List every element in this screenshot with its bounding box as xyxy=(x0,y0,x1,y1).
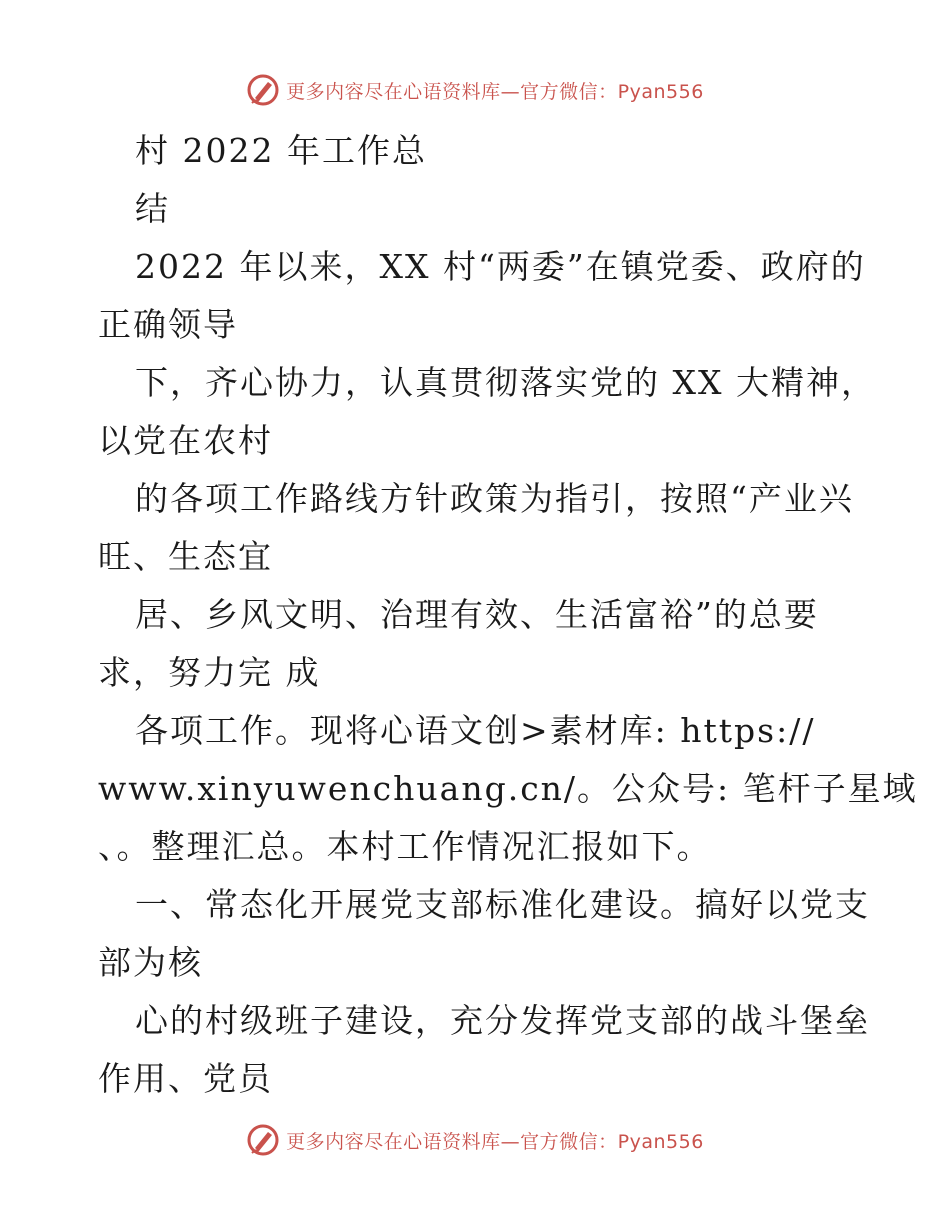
document-text-line: 正确领导 xyxy=(98,305,238,344)
footer-watermark-text: 更多内容尽在心语资料库—官方微信：Pyan556 xyxy=(286,1130,704,1153)
document-text-line: 一、常态化开展党支部标准化建设。搞好以党支 xyxy=(135,885,870,924)
header-watermark-text: 更多内容尽在心语资料库—官方微信：Pyan556 xyxy=(286,80,704,103)
header-watermark-banner xyxy=(0,70,950,110)
document-text-line: 居、乡风文明、治理有效、生活富裕”的总要 xyxy=(135,595,819,634)
document-text-line: 村 2022 年工作总 xyxy=(135,131,427,170)
document-text-line: 各项工作。现将心语文创>素材库: https:// xyxy=(135,711,816,750)
document-body xyxy=(98,122,918,1108)
document-text-line: 求，努力完 成 xyxy=(98,653,321,692)
document-text-line: 结 xyxy=(135,189,170,228)
brush-pen-logo-icon xyxy=(246,73,280,107)
document-text-line: 部为核 xyxy=(98,943,203,982)
document-text-line: 下，齐心协力，认真贯彻落实党的 XX 大精神， xyxy=(135,363,876,402)
document-text-line: 作用、党员 xyxy=(98,1059,273,1098)
document-text-line: 的各项工作路线方针政策为指引，按照“产业兴 xyxy=(135,479,854,518)
document-text-line: 心的村级班子建设，充分发挥党支部的战斗堡垒 xyxy=(135,1001,870,1040)
brush-pen-logo-icon xyxy=(246,1123,280,1157)
footer-watermark-banner xyxy=(0,1120,950,1160)
document-text-line: 、。整理汇总。本村工作情况汇报如下。 xyxy=(98,827,712,866)
document-text-line: 2022 年以来，XX 村“两委”在镇党委、政府的 xyxy=(135,247,866,286)
document-text-line: 以党在农村 xyxy=(98,421,273,460)
document-text-line: www.xinyuwenchuang.cn/。公众号: 笔杆子星域 xyxy=(98,769,918,808)
document-text-line: 旺、生态宜 xyxy=(98,537,273,576)
